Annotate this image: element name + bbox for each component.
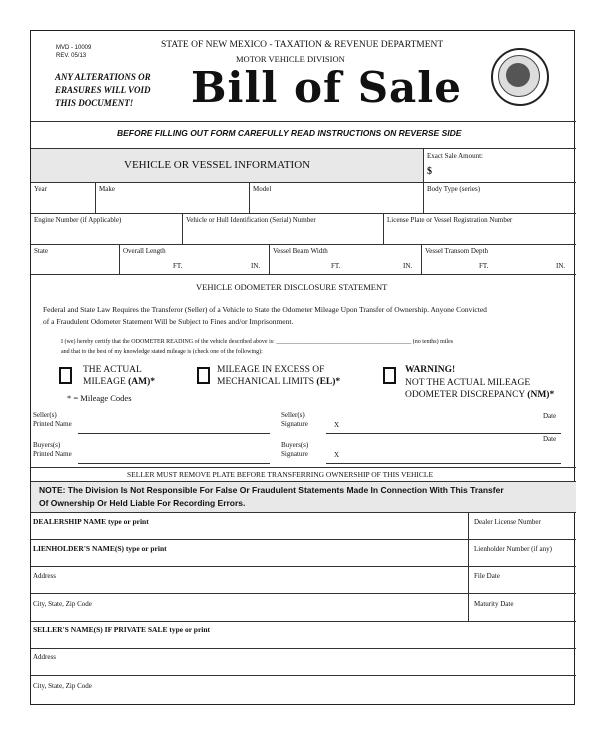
divider (31, 566, 576, 567)
signature-x-mark: X (334, 451, 340, 459)
beam-width-field[interactable]: Vessel Beam Width (273, 247, 328, 255)
vin-field[interactable]: Vehicle or Hull Identification (Serial) Number (186, 216, 316, 224)
label-text: Buyers(s) (33, 441, 61, 449)
page-title: Bill of Sale (191, 63, 462, 112)
form-id: MVD - 10009 (56, 45, 92, 51)
divider (31, 121, 576, 122)
buyer-printed-name-input[interactable] (78, 463, 270, 464)
excess-mileage-checkbox[interactable] (197, 367, 210, 384)
law-text: of a Fraudulent Odometer Statement Will be Subject to Fines and/or Imprisonment. (43, 317, 294, 326)
option-text: NOT THE ACTUAL MILEAGE (405, 377, 531, 388)
seller-date-label: Date (543, 412, 557, 420)
divider (31, 593, 576, 594)
file-date-field[interactable]: File Date (474, 572, 500, 580)
divider (31, 675, 576, 676)
sale-amount-field[interactable]: $ (427, 166, 432, 177)
note-text: NOTE: The Division Is Not Responsible For False Or Fraudulent Statements Made In Connection With This Transfer (39, 485, 504, 495)
revision: REV. 05/13 (56, 53, 87, 59)
unit-ft: FT. (479, 262, 489, 270)
label-text: Signature (281, 450, 308, 458)
model-field[interactable]: Model (253, 185, 272, 193)
odometer-reading-input[interactable]: _____________________________________________ (276, 339, 412, 345)
unit-in: IN. (251, 262, 261, 270)
certify-text (61, 339, 453, 345)
bill-of-sale-form (30, 30, 575, 705)
mileage-code: (AM)* (128, 377, 156, 387)
division-name: MOTOR VEHICLE DIVISION (236, 54, 345, 64)
label-text: Printed Name (33, 420, 72, 428)
warning-title: WARNING! (405, 365, 456, 375)
mileage-code: (EL)* (316, 377, 341, 387)
not-actual-mileage-checkbox[interactable] (383, 367, 396, 384)
tenths-label: (no tenths) miles (412, 339, 454, 345)
plate-field[interactable]: License Plate or Vessel Registration Number (387, 216, 513, 224)
buyer-signature-label (281, 441, 308, 459)
dealer-license-field[interactable]: Dealer License Number (474, 518, 541, 526)
dealership-name-field[interactable]: DEALERSHIP NAME type or print (33, 517, 149, 526)
warning-line: ERASURES WILL VOID (55, 85, 151, 95)
warning-mileage-label (405, 364, 554, 402)
label-text: Buyers(s) (281, 441, 309, 449)
seller-signature-label (281, 411, 308, 429)
divider (31, 467, 576, 468)
option-text: THE ACTUAL (83, 365, 142, 375)
divider (269, 244, 270, 274)
actual-mileage-checkbox[interactable] (59, 367, 72, 384)
label-text: Seller(s) (33, 411, 57, 419)
note-text: Of Ownership Or Held Liable For Recording Errors. (39, 498, 246, 508)
buyer-date-label: Date (543, 435, 557, 443)
lienholder-name-field[interactable]: LIENHOLDER'S NAME(S) type or print (33, 544, 167, 553)
divider (31, 539, 576, 540)
lienholder-city-field[interactable]: City, State, Zip Code (33, 600, 92, 608)
vehicle-info-title: VEHICLE OR VESSEL INFORMATION (124, 159, 311, 171)
transom-depth-field[interactable]: Vessel Transom Depth (425, 247, 489, 255)
private-seller-name-field[interactable]: SELLER'S NAME(S) IF PRIVATE SALE type or print (33, 625, 211, 634)
state-seal-icon (491, 48, 549, 106)
private-seller-city-field[interactable]: City, State, Zip Code (33, 682, 92, 690)
option-text: ODOMETER DISCREPANCY (405, 390, 525, 400)
divider (249, 182, 250, 213)
mileage-codes-footnote: * = Mileage Codes (67, 393, 132, 403)
excess-mileage-label (217, 364, 340, 388)
mileage-code: (NM)* (527, 390, 555, 400)
unit-ft: FT. (331, 262, 341, 270)
odometer-title: VEHICLE ODOMETER DISCLOSURE STATEMENT (196, 282, 388, 292)
seller-printed-name-input[interactable] (78, 433, 270, 434)
divider (423, 149, 424, 182)
law-text: Federal and State Law Requires the Transferor (Seller) of a Vehicle to State the Odometer Mileage Upon Transfer of Ownership. Anyone Convicted (43, 305, 487, 314)
overall-length-field[interactable]: Overall Length (123, 247, 166, 255)
option-text: MILEAGE (83, 377, 126, 387)
divider (182, 213, 183, 244)
actual-mileage-label (83, 364, 155, 388)
alteration-warning (55, 71, 151, 110)
label-text: Printed Name (33, 450, 72, 458)
buyer-printed-name-label (33, 441, 72, 459)
certify-text: and that to the best of my knowledge stated mileage is (check one of the following): (61, 349, 263, 355)
unit-in: IN. (556, 262, 566, 270)
option-text: MILEAGE IN EXCESS OF (217, 365, 325, 375)
agency-name: STATE OF NEW MEXICO - TAXATION & REVENUE DEPARTMENT (161, 40, 444, 50)
instructions-notice: BEFORE FILLING OUT FORM CAREFULLY READ INSTRUCTIONS ON REVERSE SIDE (117, 128, 462, 138)
unit-in: IN. (403, 262, 413, 270)
divider (383, 213, 384, 244)
lienholder-address-field[interactable]: Address (33, 572, 56, 580)
signature-x-mark: X (334, 421, 340, 429)
body-type-field[interactable]: Body Type (series) (427, 185, 481, 193)
label-text: Signature (281, 420, 308, 428)
buyer-signature-input[interactable] (326, 463, 561, 464)
divider (31, 621, 576, 622)
warning-line: THIS DOCUMENT! (55, 98, 134, 108)
option-text: MECHANICAL LIMITS (217, 377, 315, 387)
divider (95, 182, 96, 213)
seller-signature-input[interactable] (326, 433, 561, 434)
divider (423, 182, 424, 213)
plate-notice: SELLER MUST REMOVE PLATE BEFORE TRANSFERRING OWNERSHIP OF THIS VEHICLE (127, 470, 434, 479)
warning-line: ANY ALTERATIONS OR (55, 72, 151, 82)
make-field[interactable]: Make (99, 185, 115, 193)
divider (31, 274, 576, 275)
divider (31, 213, 576, 214)
divider (31, 182, 576, 183)
divider (31, 512, 576, 513)
seller-printed-name-label (33, 411, 72, 429)
engine-number-field[interactable]: Engine Number (if Applicable) (34, 216, 122, 224)
private-seller-address-field[interactable]: Address (33, 653, 56, 661)
divider (421, 244, 422, 274)
maturity-date-field[interactable]: Maturity Date (474, 600, 514, 608)
divider (31, 244, 576, 245)
lienholder-number-field[interactable]: Lienholder Number (if any) (474, 545, 552, 553)
divider (119, 244, 120, 274)
state-field[interactable]: State (34, 247, 48, 255)
certify-label: I (we) hereby certify that the ODOMETER READING of the vehicle described above is: (61, 339, 275, 345)
divider (31, 648, 576, 649)
unit-ft: FT. (173, 262, 183, 270)
label-text: Seller(s) (281, 411, 305, 419)
sale-amount-label: Exact Sale Amount: (427, 152, 483, 160)
year-field[interactable]: Year (34, 185, 47, 193)
